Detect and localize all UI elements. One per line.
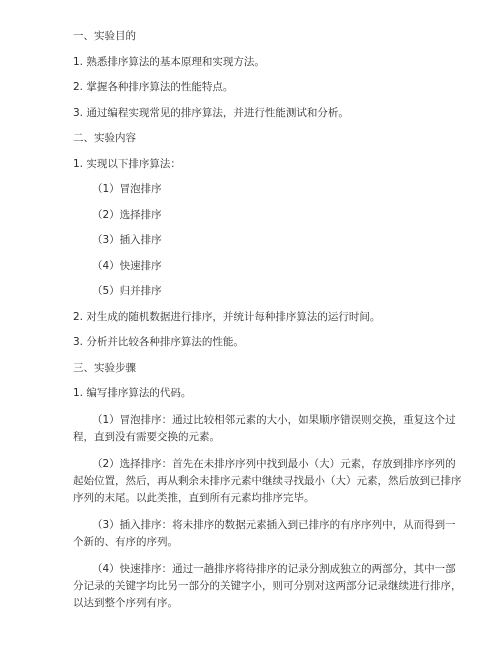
- step-paragraph-selection: （2）选择排序：首先在未排序序列中找到最小（大）元素，存放到排序序列的起始位置，然后，再从剩余未排序元素中继续寻找最小（大）元素，然后放到已排序序列的末尾。以此类推，直到所有元素均排序完毕。: [73, 457, 462, 504]
- algorithm-item-insertion: （3）插入排序: [92, 234, 162, 246]
- section-2-item-1: 1. 实现以下排序算法：: [73, 157, 181, 170]
- algorithm-item-bubble: （1）冒泡排序: [92, 183, 162, 195]
- section-1-item-3: 3. 通过编程实现常见的排序算法，并进行性能测试和分析。: [73, 106, 349, 119]
- section-1-item-2: 2. 掌握各种排序算法的性能特点。: [73, 81, 234, 93]
- section-1-title: 一、实验目的: [73, 30, 136, 42]
- step-paragraph-insertion: （3）插入排序：将未排序的数据元素插入到已排序的有序序列中，从而得到一个新的、有序的序列。: [73, 518, 456, 548]
- step-paragraph-bubble: （1）冒泡排序：通过比较相邻元素的大小，如果顺序错误则交换，重复这个过程，直到没有需要交换的元素。: [73, 413, 456, 443]
- step-paragraph-quick: （4）快速排序：通过一趟排序将待排序的记录分割成独立的两部分，其中一部分记录的关键字均比另一部分的关键字小，则可分别对这两部分记录继续进行排序，以达到整个序列有序。: [73, 562, 462, 609]
- section-3-title: 三、实验步骤: [73, 361, 136, 374]
- algorithm-item-selection: （2）选择排序: [92, 208, 162, 221]
- section-2-item-2: 2. 对生成的随机数据进行排序，并统计每种排序算法的运行时间。: [73, 310, 381, 323]
- algorithm-item-quick: （4）快速排序: [92, 259, 162, 272]
- section-1-item-1: 1. 熟悉排序算法的基本原理和实现方法。: [73, 55, 265, 68]
- section-3-item-1: 1. 编写排序算法的代码。: [73, 387, 192, 399]
- algorithm-item-merge: （5）归并排序: [92, 285, 162, 297]
- section-2-item-3: 3. 分析并比较各种排序算法的性能。: [73, 336, 244, 348]
- section-2-title: 二、实验内容: [73, 132, 136, 144]
